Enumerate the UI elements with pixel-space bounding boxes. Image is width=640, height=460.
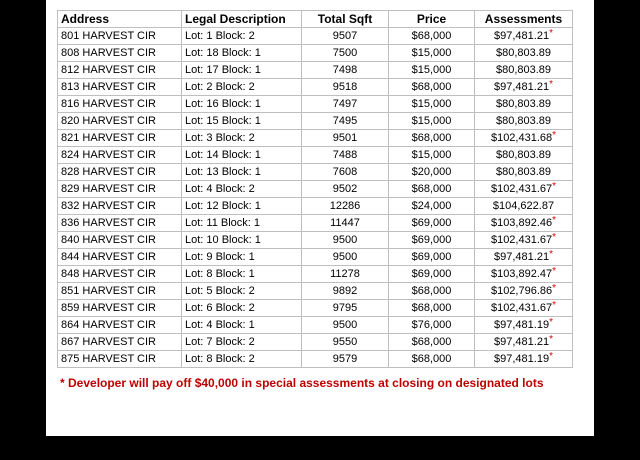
table-row (58, 215, 573, 232)
cell-price: $15,000 (389, 62, 475, 79)
header-row (58, 11, 573, 28)
cell-assessment: $104,622.87 (475, 198, 573, 215)
cell-legal-description: Lot: 11 Block: 1 (182, 215, 302, 232)
cell-price: $68,000 (389, 28, 475, 45)
cell-assessment: $97,481.21* (475, 249, 573, 266)
table-row (58, 164, 573, 181)
table-row (58, 317, 573, 334)
cell-legal-description: Lot: 13 Block: 1 (182, 164, 302, 181)
cell-address: 836 HARVEST CIR (58, 215, 182, 232)
cell-total-sqft: 7497 (302, 96, 389, 113)
cell-legal-description: Lot: 2 Block: 2 (182, 79, 302, 96)
table-row (58, 28, 573, 45)
cell-assessment: $102,796.86* (475, 283, 573, 300)
cell-legal-description: Lot: 14 Block: 1 (182, 147, 302, 164)
table-row (58, 232, 573, 249)
cell-address: 832 HARVEST CIR (58, 198, 182, 215)
cell-address: 859 HARVEST CIR (58, 300, 182, 317)
cell-price: $15,000 (389, 45, 475, 62)
cell-total-sqft: 7500 (302, 45, 389, 62)
cell-address: 813 HARVEST CIR (58, 79, 182, 96)
cell-legal-description: Lot: 4 Block: 2 (182, 181, 302, 198)
cell-price: $68,000 (389, 300, 475, 317)
cell-total-sqft: 11278 (302, 266, 389, 283)
assessment-asterisk: * (552, 300, 557, 311)
cell-total-sqft: 9518 (302, 79, 389, 96)
cell-assessment: $102,431.67* (475, 232, 573, 249)
cell-assessment: $97,481.19* (475, 351, 573, 368)
cell-assessment: $102,431.67* (475, 181, 573, 198)
table-row (58, 62, 573, 79)
table-row (58, 45, 573, 62)
table-row (58, 79, 573, 96)
cell-price: $68,000 (389, 351, 475, 368)
cell-price: $15,000 (389, 96, 475, 113)
lots-table (57, 10, 573, 368)
cell-total-sqft: 9500 (302, 232, 389, 249)
header-total-sqft: Total Sqft (302, 11, 389, 28)
cell-address: 864 HARVEST CIR (58, 317, 182, 334)
cell-price: $68,000 (389, 283, 475, 300)
cell-address: 812 HARVEST CIR (58, 62, 182, 79)
cell-total-sqft: 12286 (302, 198, 389, 215)
cell-price: $68,000 (389, 334, 475, 351)
assessment-asterisk: * (549, 28, 553, 39)
cell-price: $69,000 (389, 232, 475, 249)
document-sheet (46, 0, 594, 436)
assessment-asterisk: * (552, 283, 557, 294)
cell-price: $69,000 (389, 266, 475, 283)
footnote: * Developer will pay off $40,000 in special assessments at closing on designated lots (60, 376, 544, 390)
cell-price: $76,000 (389, 317, 475, 334)
cell-assessment: $97,481.19* (475, 317, 573, 334)
cell-address: 848 HARVEST CIR (58, 266, 182, 283)
cell-total-sqft: 9500 (302, 317, 389, 334)
cell-address: 851 HARVEST CIR (58, 283, 182, 300)
cell-total-sqft: 9501 (302, 130, 389, 147)
assessment-asterisk: * (549, 334, 553, 345)
assessment-asterisk: * (549, 249, 553, 260)
cell-address: 808 HARVEST CIR (58, 45, 182, 62)
assessment-asterisk: * (552, 232, 557, 243)
table-row (58, 198, 573, 215)
cell-address: 875 HARVEST CIR (58, 351, 182, 368)
assessment-asterisk: * (549, 79, 553, 90)
cell-legal-description: Lot: 9 Block: 1 (182, 249, 302, 266)
cell-legal-description: Lot: 15 Block: 1 (182, 113, 302, 130)
cell-total-sqft: 9795 (302, 300, 389, 317)
cell-total-sqft: 9892 (302, 283, 389, 300)
cell-total-sqft: 7498 (302, 62, 389, 79)
table-row (58, 351, 573, 368)
cell-legal-description: Lot: 7 Block: 2 (182, 334, 302, 351)
cell-address: 829 HARVEST CIR (58, 181, 182, 198)
assessment-asterisk: * (552, 215, 557, 226)
cell-legal-description: Lot: 18 Block: 1 (182, 45, 302, 62)
cell-total-sqft: 9579 (302, 351, 389, 368)
cell-legal-description: Lot: 8 Block: 1 (182, 266, 302, 283)
cell-total-sqft: 9502 (302, 181, 389, 198)
cell-address: 821 HARVEST CIR (58, 130, 182, 147)
table-row (58, 249, 573, 266)
cell-assessment: $80,803.89 (475, 147, 573, 164)
cell-legal-description: Lot: 6 Block: 2 (182, 300, 302, 317)
cell-total-sqft: 7495 (302, 113, 389, 130)
cell-assessment: $80,803.89 (475, 62, 573, 79)
cell-address: 820 HARVEST CIR (58, 113, 182, 130)
cell-assessment: $97,481.21* (475, 28, 573, 45)
cell-address: 828 HARVEST CIR (58, 164, 182, 181)
cell-assessment: $102,431.67* (475, 300, 573, 317)
cell-legal-description: Lot: 8 Block: 2 (182, 351, 302, 368)
cell-address: 824 HARVEST CIR (58, 147, 182, 164)
assessment-asterisk: * (549, 351, 553, 362)
assessment-asterisk: * (552, 130, 557, 141)
cell-price: $68,000 (389, 79, 475, 96)
cell-assessment: $80,803.89 (475, 113, 573, 130)
cell-legal-description: Lot: 5 Block: 2 (182, 283, 302, 300)
table-row (58, 266, 573, 283)
cell-address: 840 HARVEST CIR (58, 232, 182, 249)
header-assessments: Assessments (475, 11, 573, 28)
cell-price: $69,000 (389, 249, 475, 266)
cell-total-sqft: 11447 (302, 215, 389, 232)
cell-address: 816 HARVEST CIR (58, 96, 182, 113)
table-row (58, 96, 573, 113)
cell-assessment: $80,803.89 (475, 45, 573, 62)
assessment-asterisk: * (549, 317, 553, 328)
cell-assessment: $97,481.21* (475, 79, 573, 96)
cell-legal-description: Lot: 10 Block: 1 (182, 232, 302, 249)
cell-assessment: $80,803.89 (475, 96, 573, 113)
cell-total-sqft: 9500 (302, 249, 389, 266)
cell-legal-description: Lot: 16 Block: 1 (182, 96, 302, 113)
table-row (58, 130, 573, 147)
table-row (58, 113, 573, 130)
assessment-asterisk: * (552, 181, 557, 192)
cell-legal-description: Lot: 12 Block: 1 (182, 198, 302, 215)
cell-legal-description: Lot: 4 Block: 1 (182, 317, 302, 334)
cell-price: $20,000 (389, 164, 475, 181)
cell-price: $15,000 (389, 113, 475, 130)
cell-assessment: $97,481.21* (475, 334, 573, 351)
cell-assessment: $103,892.46* (475, 215, 573, 232)
cell-legal-description: Lot: 3 Block: 2 (182, 130, 302, 147)
cell-price: $69,000 (389, 215, 475, 232)
cell-price: $68,000 (389, 181, 475, 198)
table-row (58, 334, 573, 351)
cell-address: 801 HARVEST CIR (58, 28, 182, 45)
cell-total-sqft: 7488 (302, 147, 389, 164)
cell-price: $24,000 (389, 198, 475, 215)
cell-total-sqft: 9550 (302, 334, 389, 351)
assessment-asterisk: * (552, 266, 557, 277)
table-row (58, 147, 573, 164)
table-row (58, 181, 573, 198)
cell-price: $68,000 (389, 130, 475, 147)
cell-address: 867 HARVEST CIR (58, 334, 182, 351)
cell-address: 844 HARVEST CIR (58, 249, 182, 266)
cell-total-sqft: 9507 (302, 28, 389, 45)
cell-price: $15,000 (389, 147, 475, 164)
cell-legal-description: Lot: 17 Block: 1 (182, 62, 302, 79)
header-address: Address (58, 11, 182, 28)
cell-assessment: $102,431.68* (475, 130, 573, 147)
header-price: Price (389, 11, 475, 28)
header-legal-description: Legal Description (182, 11, 302, 28)
cell-legal-description: Lot: 1 Block: 2 (182, 28, 302, 45)
cell-total-sqft: 7608 (302, 164, 389, 181)
cell-assessment: $80,803.89 (475, 164, 573, 181)
table-row (58, 283, 573, 300)
cell-assessment: $103,892.47* (475, 266, 573, 283)
table-row (58, 300, 573, 317)
